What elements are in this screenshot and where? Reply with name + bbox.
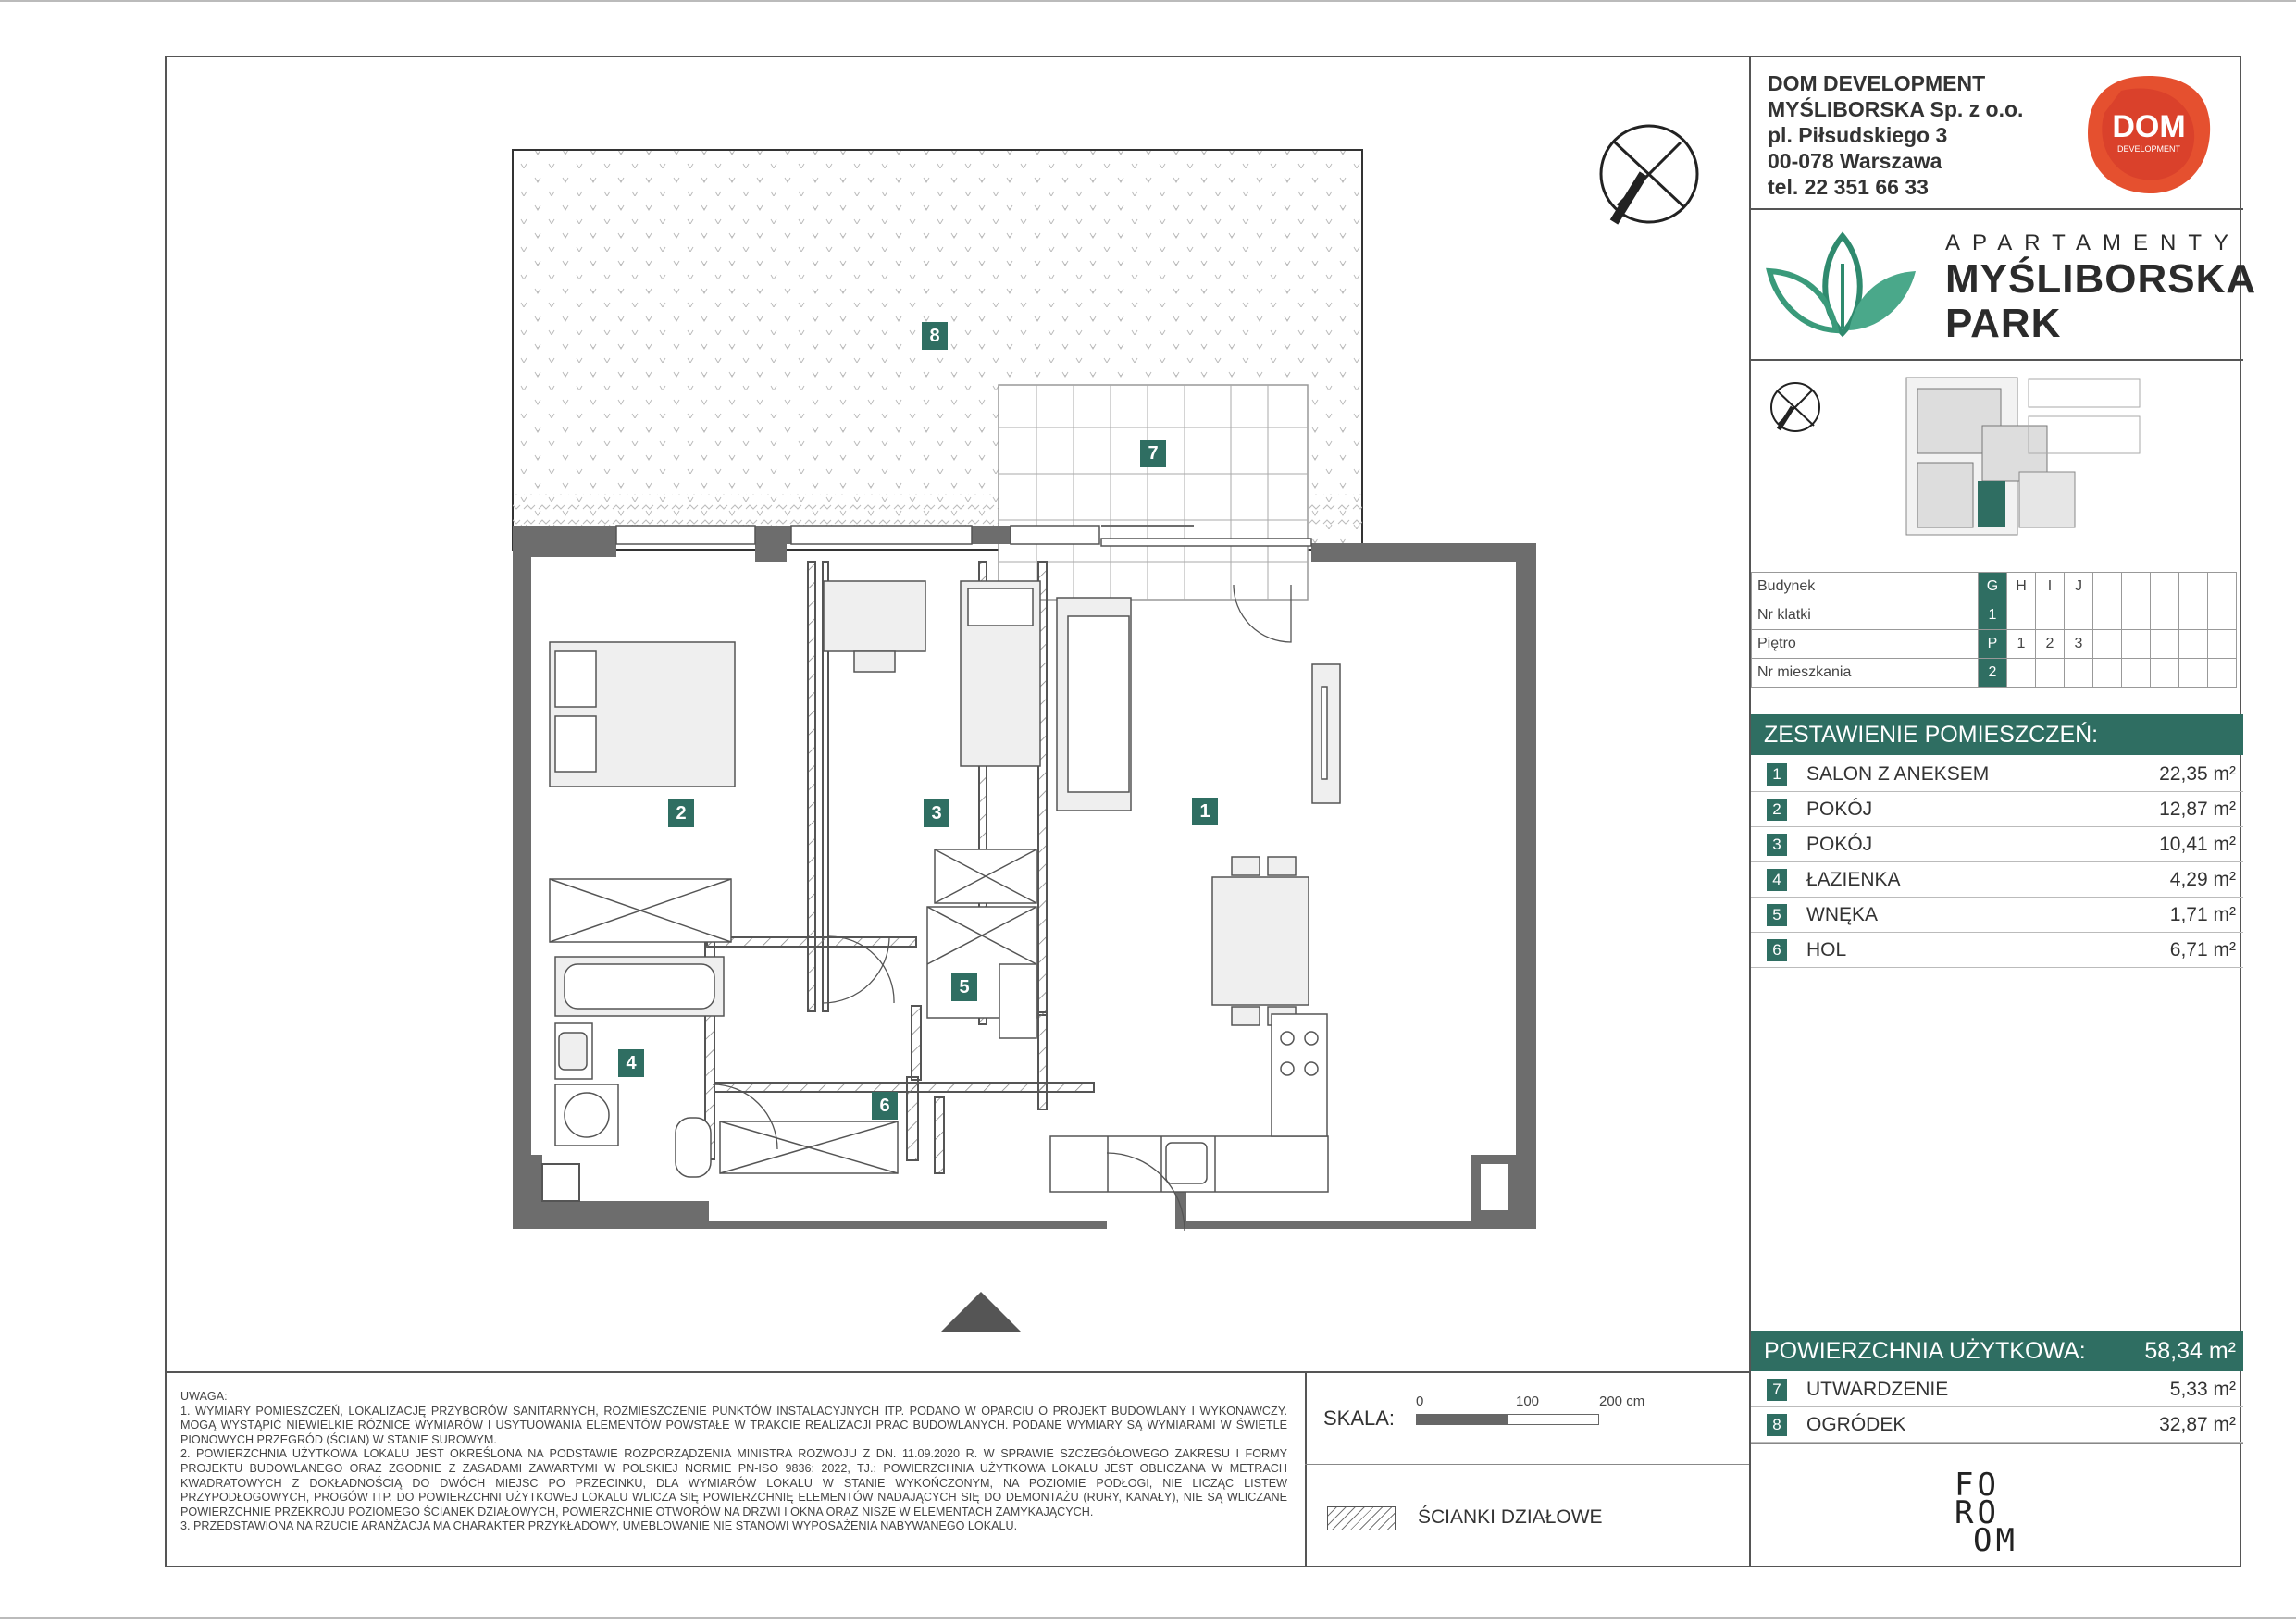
bottom-border [0,1617,2296,1619]
scale-segment-empty [1507,1414,1599,1425]
scale-tick-100: 100 [1516,1394,1540,1409]
rooms-section-header [1751,714,2243,755]
company-entity: MYŚLIBORSKA Sp. z o.o. [1768,97,2024,121]
logo-sub-text: DEVELOPMENT [2116,144,2181,154]
brand-mysliborska: MYŚLIBORSKA [1945,256,2257,302]
room-name: SALON Z ANEKSEM [1806,763,1990,785]
usable-area-header [1751,1331,2243,1371]
room-tag-3: 3 [924,799,949,827]
company-info [1768,70,2023,200]
row-stairwell [1752,601,2237,630]
extra-area: 5,33 m² [2169,1379,2236,1400]
room-tag-4: 4 [618,1049,644,1077]
top-border [0,0,2296,2]
compass-icon [1601,126,1697,222]
right-panel [1749,56,2257,1567]
cell [2093,630,2122,659]
foroom-line: RO [1955,1494,2000,1531]
cell [2151,659,2179,688]
row-apartment [1752,659,2237,688]
cell [2007,659,2036,688]
room-num: 2 [1767,799,1787,821]
cooktop [1272,1014,1327,1136]
room-row [1751,792,2243,827]
note-2: 2. POWIERZCHNIA UŻYTKOWA LOKALU JEST OKREŚLONA NA PODSTAWIE ROZPORZĄDZENIA MINISTRA ROZWOJU Z DN. 11.09.2020 R. W SPRAWIE SZCZEGÓŁOWEGO ZAKRESU I FORMY PROJEKTU BUDOWLANEGO ORAZ ZGODNIE Z ZASADAMI ZAWARTYMI W POLSKIEJ NORMIE PN-ISO 9836: 2022, TJ.: POWIERZCHNIA UŻYTKOWA LOKALU JEST OBLICZANA W METRACH KWADRATOWYCH Z DOKŁADNOŚCIĄ DO DWÓCH MIEJSC PO PRZECINKU, DLA WYMIARÓW LOKALU W STANIE WYKOŃCZONYM, NA POZIOMIE PODŁOGI, NIE LICZĄC LISTEW PRZYPODŁOGOWYCH, PROGÓW ITP. DO POWIERZCHNI UŻYTKOWEJ LOKALU WLICZA SIĘ POWIERZCHNIĘ ELEMENTÓW NADAJĄCYCH SIĘ DO DEMONTAŻU (RURY, KANAŁY), NIE SĄ WLICZANE POWIERZCHNIE PRZEKROJU POZIOMEGO ŚCIANEK DZIAŁOWYCH, POWIERZCHNIE OTWORÓW NA DRZWI I OKNA ORAZ NISZE W ELEMENTACH ZAMYKAJĄCYCH. [180,1447,1287,1518]
cell: 2 [2036,630,2065,659]
room-row [1751,898,2243,933]
room-row [1751,933,2243,968]
room-area: 22,35 m² [2159,763,2236,785]
room-name: POKÓJ [1806,834,1873,855]
cell [2208,601,2237,630]
notes-divider [1305,1373,1307,1566]
cell [2093,659,2122,688]
room-row [1751,757,2243,792]
room-area: 12,87 m² [2159,799,2236,820]
cell [2065,659,2093,688]
entrance-marker-icon [940,1292,1022,1332]
usable-area-value: 58,34 m² [2144,1338,2236,1364]
extra-num: 7 [1767,1379,1787,1401]
label-floor: Piętro [1752,630,1979,659]
cell [2179,601,2208,630]
cell [2122,630,2151,659]
scale-divider [1305,1464,1749,1465]
cell [2179,573,2208,601]
leaf-logo-icon [1764,227,1921,338]
room-name: POKÓJ [1806,799,1873,820]
rooms-section-title: ZESTAWIENIE POMIESZCZEŃ: [1764,722,2099,748]
room-name: ŁAZIENKA [1806,869,1901,890]
notes-block [180,1390,1287,1534]
cell [2093,573,2122,601]
scale-segment-filled [1416,1414,1507,1425]
cell [2122,659,2151,688]
partition-legend-swatch [1327,1506,1396,1530]
cell: 2 [1979,659,2007,688]
brand-park: PARK [1945,301,2062,346]
dining-table [1212,877,1309,1005]
room-tag-5: 5 [951,973,977,1001]
extra-name: OGRÓDEK [1806,1414,1906,1435]
cell: P [1979,630,2007,659]
room-area: 4,29 m² [2169,869,2236,890]
floor-plan [167,57,1749,1371]
rooms-list [1751,757,2243,968]
room-name: HOL [1806,939,1847,960]
brand-block [1751,208,2257,347]
row-floor [1752,630,2237,659]
divider [1751,1443,2243,1444]
cell: 1 [2007,630,2036,659]
label-apartment: Nr mieszkania [1752,659,1979,688]
room-num: 6 [1767,939,1787,961]
cell: 1 [1979,601,2007,630]
company-name: DOM DEVELOPMENT [1768,71,1986,95]
foroom-line: FO [1955,1467,2000,1504]
room-tag-2: 2 [668,799,694,827]
room-num: 1 [1767,763,1787,786]
cell [2179,659,2208,688]
company-street: pl. Piłsudskiego 3 [1768,123,1948,147]
notes-title: UWAGA: [180,1390,228,1403]
cell [2151,630,2179,659]
foroom-line: OM [1973,1522,2018,1559]
usable-area-title: POWIERZCHNIA UŻYTKOWA: [1764,1338,2086,1364]
desk-room3 [824,581,925,651]
cell [2065,601,2093,630]
room-num: 3 [1767,834,1787,856]
location-table [1751,572,2237,688]
bottom-divider [165,1371,1749,1373]
brand-apartamenty: APARTAMENTY [1945,230,2241,255]
cell [2179,630,2208,659]
cell [2122,573,2151,601]
label-stairwell: Nr klatki [1752,601,1979,630]
room-num: 5 [1767,904,1787,926]
room-row [1751,827,2243,862]
scale-label: SKALA: [1323,1406,1396,1430]
room-tag-1: 1 [1192,798,1218,825]
room-name: WNĘKA [1806,904,1879,925]
compass-small-icon [1771,383,1819,431]
extra-row [1751,1407,2243,1443]
key-plan [1751,361,2243,546]
scale-tick-200: 200 cm [1599,1394,1645,1409]
foroom-logo [1955,1467,2018,1559]
scale-bar [1416,1394,1645,1431]
partition-legend-label: ŚCIANKI DZIAŁOWE [1418,1506,1603,1528]
company-phone: tel. 22 351 66 33 [1768,175,1929,199]
scale-tick-0: 0 [1416,1394,1424,1409]
extra-name: UTWARDZENIE [1806,1379,1949,1400]
cell [2122,601,2151,630]
extra-row [1751,1372,2243,1407]
room-tag-6: 6 [872,1092,898,1120]
cell [2036,659,2065,688]
cell [2208,573,2237,601]
room-area: 6,71 m² [2169,939,2236,960]
cell [2208,630,2237,659]
row-building [1752,573,2237,601]
extra-num: 8 [1767,1414,1787,1436]
cell: G [1979,573,2007,601]
dom-development-logo [2084,72,2214,197]
cell: J [2065,573,2093,601]
logo-main-text: DOM [2112,109,2186,144]
cell: I [2036,573,2065,601]
toilet [676,1118,711,1177]
room-tag-8: 8 [922,322,948,350]
room-num: 4 [1767,869,1787,891]
extras-list [1751,1372,2243,1443]
room-area: 10,41 m² [2159,834,2236,855]
cell [2036,601,2065,630]
note-1: 1. WYMIARY POMIESZCZEŃ, LOKALIZACJĘ PRZYBORÓW SANITARNYCH, ROZMIESZCZENIE PUNKTÓW INSTALACYJNYCH ITP. PODANO W OPARCIU O PROJEKT BUDOWLANY I WYKONAWCZY. MOGĄ WYSTĄPIĆ NIEWIELKIE RÓŻNICE WYMIARÓW I USYTUOWANIA ELEMENTÓW POWSTAŁE W TRAKCIE REALIZACJI PRAC BUDOWLANYCH. PODANE WYMIARY SĄ WYMIARAMI W ŚWIETLE PIONOWYCH PRZEGRÓD (ŚCIAN) W STANIE SUROWYM. [180,1404,1287,1446]
cell: 3 [2065,630,2093,659]
room-row [1751,862,2243,898]
cell [2208,659,2237,688]
cell [2007,601,2036,630]
room-area: 1,71 m² [2169,904,2236,925]
cell [2151,601,2179,630]
note-3: 3. PRZEDSTAWIONA NA RZUCIE ARANŻACJA MA CHARAKTER PRZYKŁADOWY, UMEBLOWANIE NIE STANOWI WYPOSAŻENIA NABYWANEGO LOKALU. [180,1519,1018,1533]
room-tag-7: 7 [1140,440,1166,467]
cell: H [2007,573,2036,601]
label-building: Budynek [1752,573,1979,601]
extra-area: 32,87 m² [2159,1414,2236,1435]
cell [2093,601,2122,630]
cell [2151,573,2179,601]
company-city: 00-078 Warszawa [1768,149,1942,173]
